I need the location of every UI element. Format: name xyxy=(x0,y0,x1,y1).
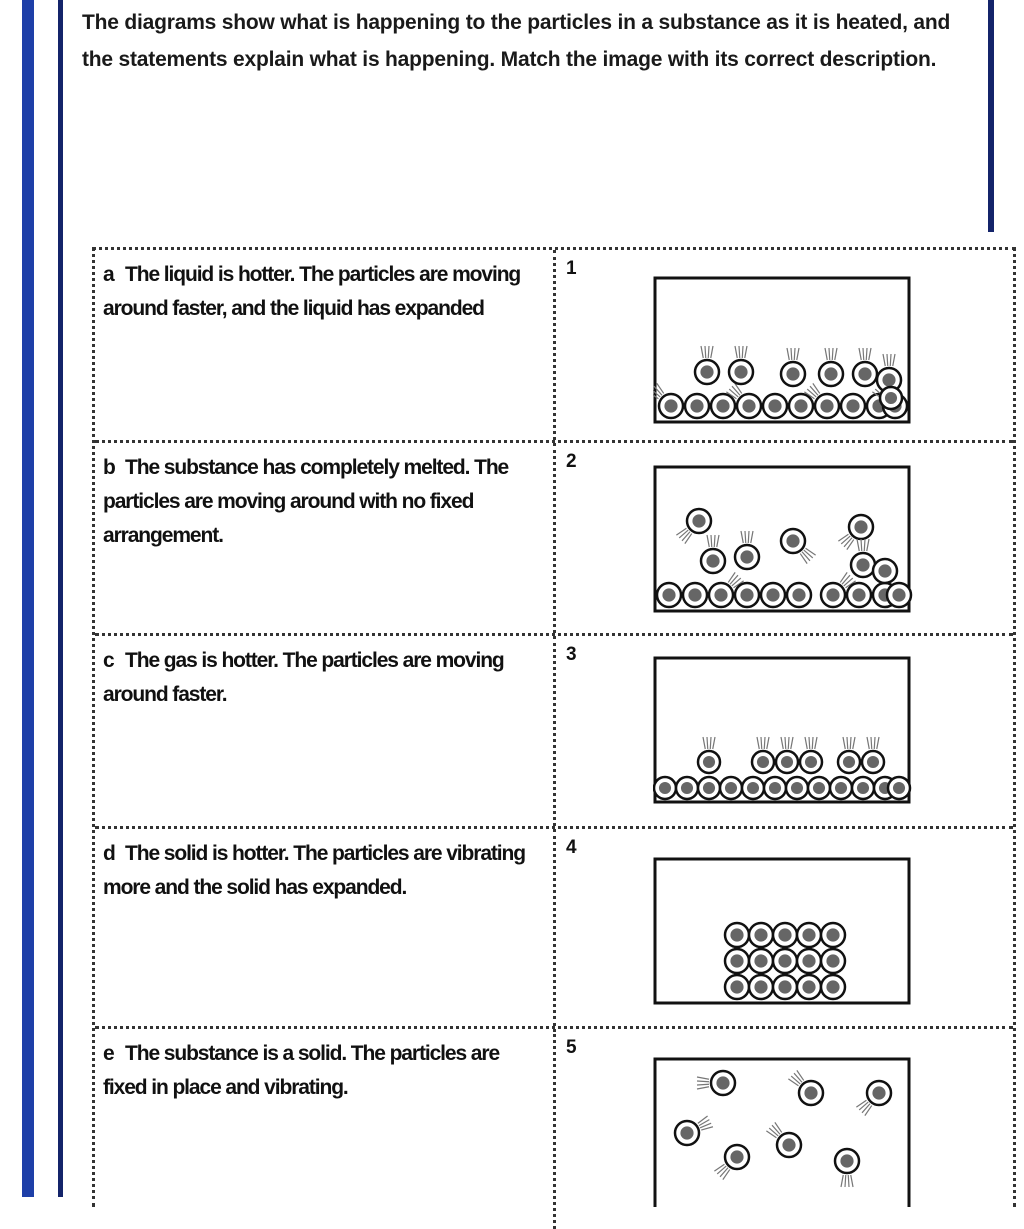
particle-diagram-2 xyxy=(653,465,913,615)
particle-diagram-1 xyxy=(653,276,913,426)
particle xyxy=(735,531,759,569)
particle xyxy=(773,923,797,947)
particle xyxy=(698,777,720,799)
particle xyxy=(766,1122,801,1157)
page-edge-blue xyxy=(22,0,34,1197)
particle xyxy=(888,777,910,799)
particle xyxy=(698,737,720,773)
particle xyxy=(800,737,822,773)
particle xyxy=(654,777,676,799)
particle xyxy=(725,923,749,947)
particle xyxy=(749,949,773,973)
particle xyxy=(763,394,787,418)
particle xyxy=(685,394,709,418)
particle xyxy=(853,348,877,386)
particle xyxy=(887,583,911,607)
particle xyxy=(695,346,719,384)
particle xyxy=(786,777,808,799)
statement-letter: b xyxy=(103,456,115,479)
statement-a xyxy=(103,258,543,326)
statement-letter: a xyxy=(103,263,114,286)
statement-text: The substance is a solid. The particles are fixed in place and vibrating. xyxy=(103,1042,500,1099)
particle xyxy=(683,583,707,607)
particle xyxy=(701,535,725,573)
particle xyxy=(773,975,797,999)
instructions-text: The diagrams show what is happening to the particles in a substance as it is heated, and the statements explain what is happening. Match the image with its correct description. xyxy=(82,11,951,71)
statement-text: The solid is hotter. The particles are vibrating more and the solid has expanded. xyxy=(103,842,525,899)
particle xyxy=(821,923,845,947)
particle xyxy=(676,509,711,544)
table-row xyxy=(95,636,1013,829)
particle xyxy=(838,737,860,773)
particle xyxy=(847,583,871,607)
particle xyxy=(729,346,753,384)
statement-b xyxy=(103,451,543,553)
particle xyxy=(764,777,786,799)
particle xyxy=(781,348,805,386)
particle xyxy=(781,529,816,564)
table-row xyxy=(95,443,1013,636)
particle xyxy=(749,923,773,947)
particle xyxy=(797,975,821,999)
particle xyxy=(808,777,830,799)
particle xyxy=(841,394,865,418)
particle xyxy=(714,1145,749,1180)
particle xyxy=(862,737,884,773)
statement-text: The substance has completely melted. The particles are moving around with no fixed arrangement. xyxy=(103,456,509,547)
statement-text: The gas is hotter. The particles are moving around faster. xyxy=(103,649,504,706)
particle xyxy=(797,949,821,973)
particle xyxy=(821,975,845,999)
instruction-box-border xyxy=(988,0,994,232)
particle xyxy=(653,383,683,418)
particle xyxy=(851,539,875,577)
particle xyxy=(856,1081,891,1116)
particle xyxy=(776,737,798,773)
particle xyxy=(797,923,821,947)
particle xyxy=(725,975,749,999)
particle xyxy=(720,777,742,799)
particle xyxy=(657,583,681,607)
diagram-number-5: 5 xyxy=(566,1037,577,1058)
diagram-number-2: 2 xyxy=(566,451,577,472)
particle xyxy=(819,348,843,386)
statement-c xyxy=(103,644,543,712)
particle xyxy=(830,777,852,799)
particle xyxy=(788,1070,823,1105)
particle xyxy=(725,949,749,973)
particle xyxy=(711,394,735,418)
particle xyxy=(742,777,764,799)
particle xyxy=(787,583,811,607)
table-row xyxy=(95,829,1013,1029)
diagram-number-4: 4 xyxy=(566,837,577,858)
matching-table xyxy=(92,247,1016,1207)
statement-letter: d xyxy=(103,842,115,865)
table-row xyxy=(95,1029,1013,1229)
table-row xyxy=(95,250,1013,443)
particle-diagram-3 xyxy=(653,656,913,806)
page-edge-dark xyxy=(58,0,63,1197)
particle xyxy=(880,387,902,409)
diagram-number-1: 1 xyxy=(566,258,577,279)
particle xyxy=(852,777,874,799)
statement-e xyxy=(103,1037,543,1105)
particle xyxy=(749,975,773,999)
particle xyxy=(835,1149,859,1187)
particle xyxy=(752,737,774,773)
statement-d xyxy=(103,837,543,905)
particle xyxy=(789,394,813,418)
particle-diagram-4 xyxy=(653,857,913,1007)
particle xyxy=(821,949,845,973)
particle xyxy=(697,1071,735,1095)
statement-letter: e xyxy=(103,1042,114,1065)
particle xyxy=(773,949,797,973)
statement-letter: c xyxy=(103,649,114,672)
diagram-number-3: 3 xyxy=(566,644,577,665)
particle xyxy=(873,559,897,583)
particle-diagram-5 xyxy=(653,1057,913,1207)
particle xyxy=(735,583,759,607)
particle xyxy=(761,583,785,607)
particle xyxy=(675,1116,713,1145)
particle xyxy=(676,777,698,799)
statement-text: The liquid is hotter. The particles are moving around faster, and the liquid has expanded xyxy=(103,263,521,320)
